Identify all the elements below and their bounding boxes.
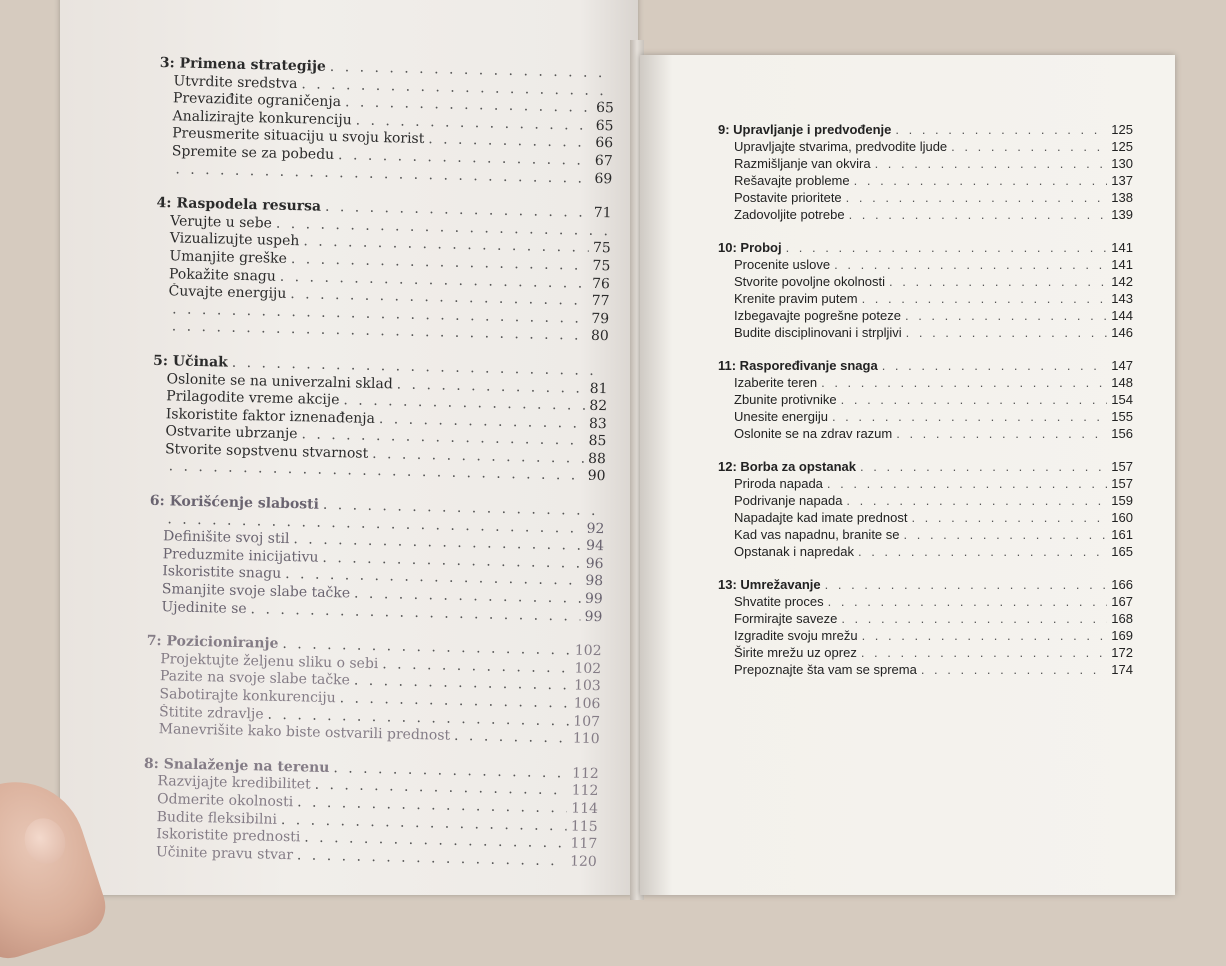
chapter-heading [718,576,1133,593]
page-number: 168 [1111,610,1133,627]
entry-title: Stvorite sopstvenu stvarnost [151,441,369,464]
entry-title: Pazite na svoje slabe tačke [146,668,350,690]
page-number: 92 [586,520,604,538]
chapter-gap [718,442,1133,458]
entry-title: Učinite pravu stvar [142,844,293,865]
entry-title: Izaberite teren [718,374,817,391]
page-number: 83 [589,416,607,434]
entry-title: Unesite energiju [718,408,828,425]
dot-leader [875,155,1108,172]
page-number: 141 [1111,239,1133,256]
page-number: 102 [574,660,601,678]
page-number: 96 [586,556,604,574]
page-number: 174 [1111,661,1133,678]
page-number: 138 [1111,189,1133,206]
dot-leader [841,610,1107,627]
toc-entry [718,172,1133,189]
entry-title: Ostvarite ubrzanje [151,423,297,444]
page-number: 147 [1111,357,1133,374]
entry-title: Sabotirajte konkurenciju [145,686,336,708]
chapter-title: 11: Raspoređivanje snaga [718,357,878,374]
page-number: 167 [1111,593,1133,610]
entry-title: Zadovoljite potrebe [718,206,845,223]
dot-leader [904,526,1108,543]
page-number: 169 [1111,627,1133,644]
toc-entry [718,138,1133,155]
dot-leader [849,206,1108,223]
dot-leader [911,509,1107,526]
page-number: 85 [588,433,606,451]
chapter-title: 9: Upravljanje i predvođenje [718,121,891,138]
page-number: 99 [585,591,603,609]
dot-leader [951,138,1107,155]
chapter-gap [718,341,1133,357]
entry-title: Razvijajte kredibilitet [143,773,311,794]
chapter-title: 3: Primena strategije [160,55,326,76]
chapter-title: 6: Korišćenje slabosti [150,493,319,514]
page-number: 144 [1111,307,1133,324]
right-table-of-contents [718,121,1133,678]
entry-title: Iskoristite snagu [148,563,281,584]
entry-title: Projektujte željenu sliku o sebi [146,651,378,674]
page-number: 65 [595,118,613,136]
dot-leader [862,627,1108,644]
page-number: 110 [573,731,600,749]
dot-leader [832,408,1107,425]
page-number: 77 [591,293,609,311]
entry-title: Ujedinite se [147,598,247,618]
toc-entry [718,391,1133,408]
dot-leader [858,543,1107,560]
entry-title: Prilagodite vreme akcije [152,388,340,410]
page-number: 106 [573,696,600,714]
entry-title: Verujte u sebe [156,213,272,233]
entry-title: Odmerite okolnosti [143,791,293,812]
entry-title: Umanjite greške [155,248,287,269]
toc-entry [718,475,1133,492]
dot-leader [825,576,1108,593]
entry-title: Prepoznajte šta vam se sprema [718,661,917,678]
entry-title: Iskoristite prednosti [142,826,300,847]
chapter-heading [718,458,1133,475]
toc-entry [718,492,1133,509]
entry-title: Pokažite snagu [155,265,276,285]
toc-entry [718,661,1133,678]
entry-title: Izgradite svoju mrežu [718,627,858,644]
chapter-gap [718,560,1133,576]
page-number: 142 [1111,273,1133,290]
toc-entry [718,307,1133,324]
entry-title: Preusmerite situaciju u svoju korist [158,125,425,149]
dot-leader [827,475,1107,492]
page-number: 130 [1111,155,1133,172]
toc-entry [718,206,1133,223]
page-number: 117 [570,836,597,854]
chapter-title: 5: Učinak [153,353,228,372]
toc-entry [718,324,1133,341]
page-number: 148 [1111,374,1133,391]
page-number: 65 [596,100,614,118]
chapter-gap [718,223,1133,239]
page-number: 67 [595,153,613,171]
dot-leader [882,357,1108,374]
dot-leader [841,391,1108,408]
chapter-heading [718,357,1133,374]
dot-leader [861,644,1107,661]
dot-leader [854,172,1108,189]
toc-entry [718,273,1133,290]
dot-leader [921,661,1107,678]
page-number: 75 [593,240,611,258]
page-number: 71 [593,205,611,223]
dot-leader [828,593,1108,610]
entry-title: Smanjite svoje slabe tačke [148,581,351,603]
left-page [60,0,638,895]
page-number: 98 [585,573,603,591]
right-page [640,55,1175,895]
dot-leader [905,307,1107,324]
page-number: 66 [595,135,613,153]
toc-entry [718,610,1133,627]
entry-title: Izbegavajte pogrešne poteze [718,307,901,324]
toc-entry [718,425,1133,442]
page-number: 141 [1111,256,1133,273]
dot-leader [889,273,1107,290]
page-number: 146 [1111,324,1133,341]
chapter-title: 13: Umrežavanje [718,576,821,593]
chapter-heading [718,121,1133,138]
page-number: 172 [1111,644,1133,661]
entry-title: Postavite prioritete [718,189,842,206]
chapter-title: 8: Snalaženje na terenu [144,756,330,778]
page-number: 143 [1111,290,1133,307]
entry-title: Oslonite se na zdrav razum [718,425,892,442]
toc-entry [718,509,1133,526]
dot-leader [821,374,1107,391]
entry-title: Podrivanje napada [718,492,842,509]
dot-leader [846,492,1107,509]
toc-entry [718,155,1133,172]
entry-title: Manevrišite kako biste ostvarili prednost [144,721,450,746]
page-number: 125 [1111,121,1133,138]
dot-leader [862,290,1108,307]
toc-entry [718,290,1133,307]
page-number: 69 [594,170,612,188]
page-number: 94 [586,538,604,556]
page-number: 112 [571,783,598,801]
entry-title: Formirajte saveze [718,610,837,627]
entry-title: Iskoristite faktor iznenađenja [152,406,375,429]
chapter-title: 7: Pozicioniranje [146,633,278,654]
page-number: 125 [1111,138,1133,155]
page-number: 139 [1111,206,1133,223]
page-number: 115 [571,818,598,836]
dot-leader [896,425,1107,442]
chapter-heading [718,239,1133,256]
page-number: 114 [571,800,598,818]
page-number: 161 [1111,526,1133,543]
entry-title: Vizualizujte uspeh [156,230,300,251]
entry-title: Shvatite proces [718,593,824,610]
page-number: 160 [1111,509,1133,526]
toc-entry [718,627,1133,644]
toc-entry [718,593,1133,610]
page-number: 107 [573,713,600,731]
page-number: 120 [570,853,597,871]
dot-leader [906,324,1108,341]
page-number: 137 [1111,172,1133,189]
dot-leader [454,728,569,748]
toc-entry [718,374,1133,391]
chapter-title: 10: Proboj [718,239,782,256]
entry-title: Budite fleksibilni [143,808,278,829]
page-number: 81 [590,380,608,398]
chapter-title: 12: Borba za opstanak [718,458,856,475]
page-number: 159 [1111,492,1133,509]
entry-title: Utvrdite sredstva [159,73,297,94]
toc-entry [718,644,1133,661]
entry-title: Rešavajte probleme [718,172,850,189]
page-number: 102 [575,643,602,661]
entry-title: Oslonite se na univerzalni sklad [152,370,392,393]
toc-entry [718,408,1133,425]
entry-title: Budite disciplinovani i strpljivi [718,324,902,341]
dot-leader [860,458,1107,475]
dot-leader [834,256,1107,273]
page-number: 157 [1111,475,1133,492]
page-number: 75 [592,258,610,276]
chapter-title: 4: Raspodela resursa [156,195,321,216]
page-number: 103 [574,678,601,696]
entry-title: Spremite se za pobedu [158,143,335,165]
entry-title: Napadajte kad imate prednost [718,509,907,526]
page-number: 79 [591,311,609,329]
dot-leader [895,121,1107,138]
page-number: 157 [1111,458,1133,475]
entry-title: Razmišljanje van okvira [718,155,871,172]
entry-title: Definišite svoj stil [149,528,290,549]
entry-title: Štitite zdravlje [145,703,264,723]
dot-leader [846,189,1108,206]
toc-entry [718,256,1133,273]
entry-title: Upravljajte stvarima, predvodite ljude [718,138,947,155]
entry-title: Opstanak i napredak [718,543,854,560]
entry-title: Analizirajte konkurenciju [158,108,351,130]
page-number: 154 [1111,391,1133,408]
toc-entry [718,189,1133,206]
entry-title: Prevaziđite ograničenja [159,90,341,112]
page-number: 166 [1111,576,1133,593]
left-table-of-contents [142,55,615,871]
page-number: 76 [592,275,610,293]
entry-title: Priroda napada [718,475,823,492]
page-number: 99 [584,608,602,626]
entry-title: Čuvajte energiju [154,283,286,304]
page-number: 156 [1111,425,1133,442]
dot-leader [786,239,1108,256]
page-number: 82 [589,398,607,416]
toc-entry [718,526,1133,543]
entry-title: Širite mrežu uz oprez [718,644,857,661]
page-number: 90 [588,468,606,486]
page-number: 112 [572,765,599,783]
entry-title: Procenite uslove [718,256,830,273]
page-number: 165 [1111,543,1133,560]
entry-title: Zbunite protivnike [718,391,837,408]
entry-title: Preduzmite inicijativu [148,546,318,567]
toc-entry [718,543,1133,560]
page-number: 88 [588,451,606,469]
entry-title: Krenite pravim putem [718,290,858,307]
entry-title: Stvorite povoljne okolnosti [718,273,885,290]
entry-title: Kad vas napadnu, branite se [718,526,900,543]
page-number: 155 [1111,408,1133,425]
page-number: 80 [591,328,609,346]
